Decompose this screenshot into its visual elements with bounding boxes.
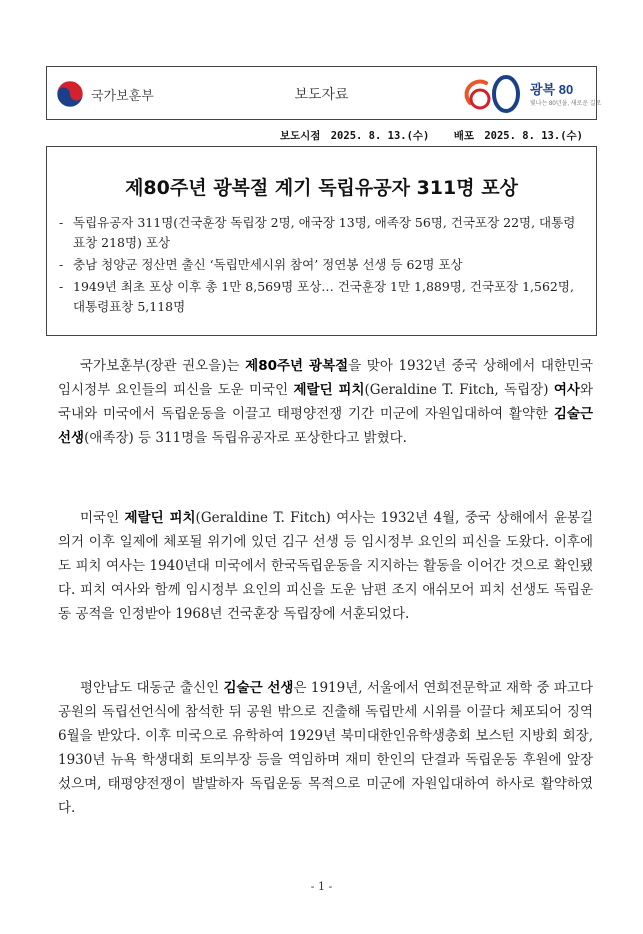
headline-box xyxy=(46,146,597,336)
text-run: 와 국내와 미국에서 독립운동을 이끌고 태평양전쟁 기간 미군에 자원입대하여 활약한 xyxy=(58,382,594,422)
distribution-value: 2025. 8. 13.(수) xyxy=(484,130,583,142)
summary-item: - 1949년 최초 포상 이후 총 1만 8,569명 포상… 건국훈장 1만 1,889명, 건국포장 1,562명, 대통령표창 5,118명 xyxy=(59,277,584,317)
body-paragraph-3 xyxy=(58,676,593,820)
text-run: (Geraldine T. Fitch) 여사는 1932년 4월, 중국 상해에서 윤봉길 의거 이후 일제에 체포될 위기에 있던 김구 선생 등 임시정부 요인의 피신을 도왔다. 이후에도 피치 여사는 1940년대 미국에서 한국독립운동을 지지하는 활동을 이어간 것으로 확인됐다. 피치 여사와 함께 임시정부 요인의 피신을 도운 남편 조지 애쉬모어 피치 선생도 독립운동 공적을 인정받아 1968년 건국훈장 독립장에 서훈되었다. xyxy=(58,510,593,622)
summary-item: - 독립유공자 311명(건국훈장 독립장 2명, 애국장 13명, 애족장 56명, 건국포장 22명, 대통령표창 218명) 포상 xyxy=(59,213,584,253)
release-dates xyxy=(276,128,583,142)
highlight-person-kim: 김술근 선생 xyxy=(223,680,294,696)
body-paragraph-1 xyxy=(58,354,593,450)
headline-title: 제80주년 광복절 계기 독립유공자 311명 포상 xyxy=(125,177,518,199)
paragraph-text xyxy=(58,676,593,820)
paragraph-text xyxy=(58,506,593,626)
text-run: (Geraldine T. Fitch, 독립장) xyxy=(364,382,554,398)
liberation-80-slogan: 빛나는 80년을, 새로운 길로 xyxy=(530,101,602,107)
highlight-person-fitch: 제랄딘 피치 xyxy=(124,510,196,526)
page-number: - 1 - xyxy=(310,880,333,893)
summary-item: - 충남 청양군 정산면 출신 ‘독립만세시위 참여’ 정연봉 선생 등 62명 포상 xyxy=(59,255,584,275)
text-run: 평안남도 대동군 출신인 xyxy=(80,680,224,696)
liberation-80-emblem xyxy=(460,73,602,115)
distribution-label: 배포 xyxy=(453,130,475,142)
document-header xyxy=(46,66,602,120)
highlight-anniversary: 제80주년 광복절 xyxy=(245,358,349,374)
report-time-label: 보도시점 xyxy=(279,130,321,142)
summary-list xyxy=(59,213,584,319)
report-time-value: 2025. 8. 13.(수) xyxy=(330,130,430,142)
text-run: 을 맞아 1932년 중국 상해에서 대한민국임시정부 요인들의 피신을 도운 미국인 xyxy=(58,358,594,398)
paragraph-text xyxy=(58,354,593,450)
body-paragraph-2 xyxy=(58,506,593,626)
liberation-80-label: 광복 80 xyxy=(530,82,574,97)
text-run: (애족장) 등 311명을 독립유공자로 포상한다고 밝혔다. xyxy=(84,430,407,446)
highlight-person-kim: 김술근 선생 xyxy=(58,406,593,446)
liberation-80-logo-icon xyxy=(460,73,530,115)
document-type-label: 보도자료 xyxy=(294,86,349,102)
highlight-person-fitch: 제랄딘 피치 xyxy=(293,382,365,398)
text-run: 은 1919년, 서울에서 연희전문학교 재학 중 파고다 공원의 독립선언식에 참석한 뒤 공원 밖으로 진출해 독립만세 시위를 이끌다 체포되어 징역 6월을 받았다. 이후 미국으로 유학하여 1929년 북미대한인유학생총회 보스턴 지방회 회장, 1930년 뉴욕 학생대회 토의부장 등을 역임하며 재미 한인의 단결과 독립운동 후원에 앞장섰으며, 태평양전쟁이 발발하자 독립운동 목적으로 미군에 자원입대하여 하사로 활약하였다. xyxy=(58,680,593,816)
text-run: 미국인 xyxy=(80,510,125,526)
highlight-title: 여사 xyxy=(553,382,580,398)
ministry-name: 국가보훈부 xyxy=(91,87,154,103)
text-run: 국가보훈부(장관 권오을)는 xyxy=(80,358,246,374)
